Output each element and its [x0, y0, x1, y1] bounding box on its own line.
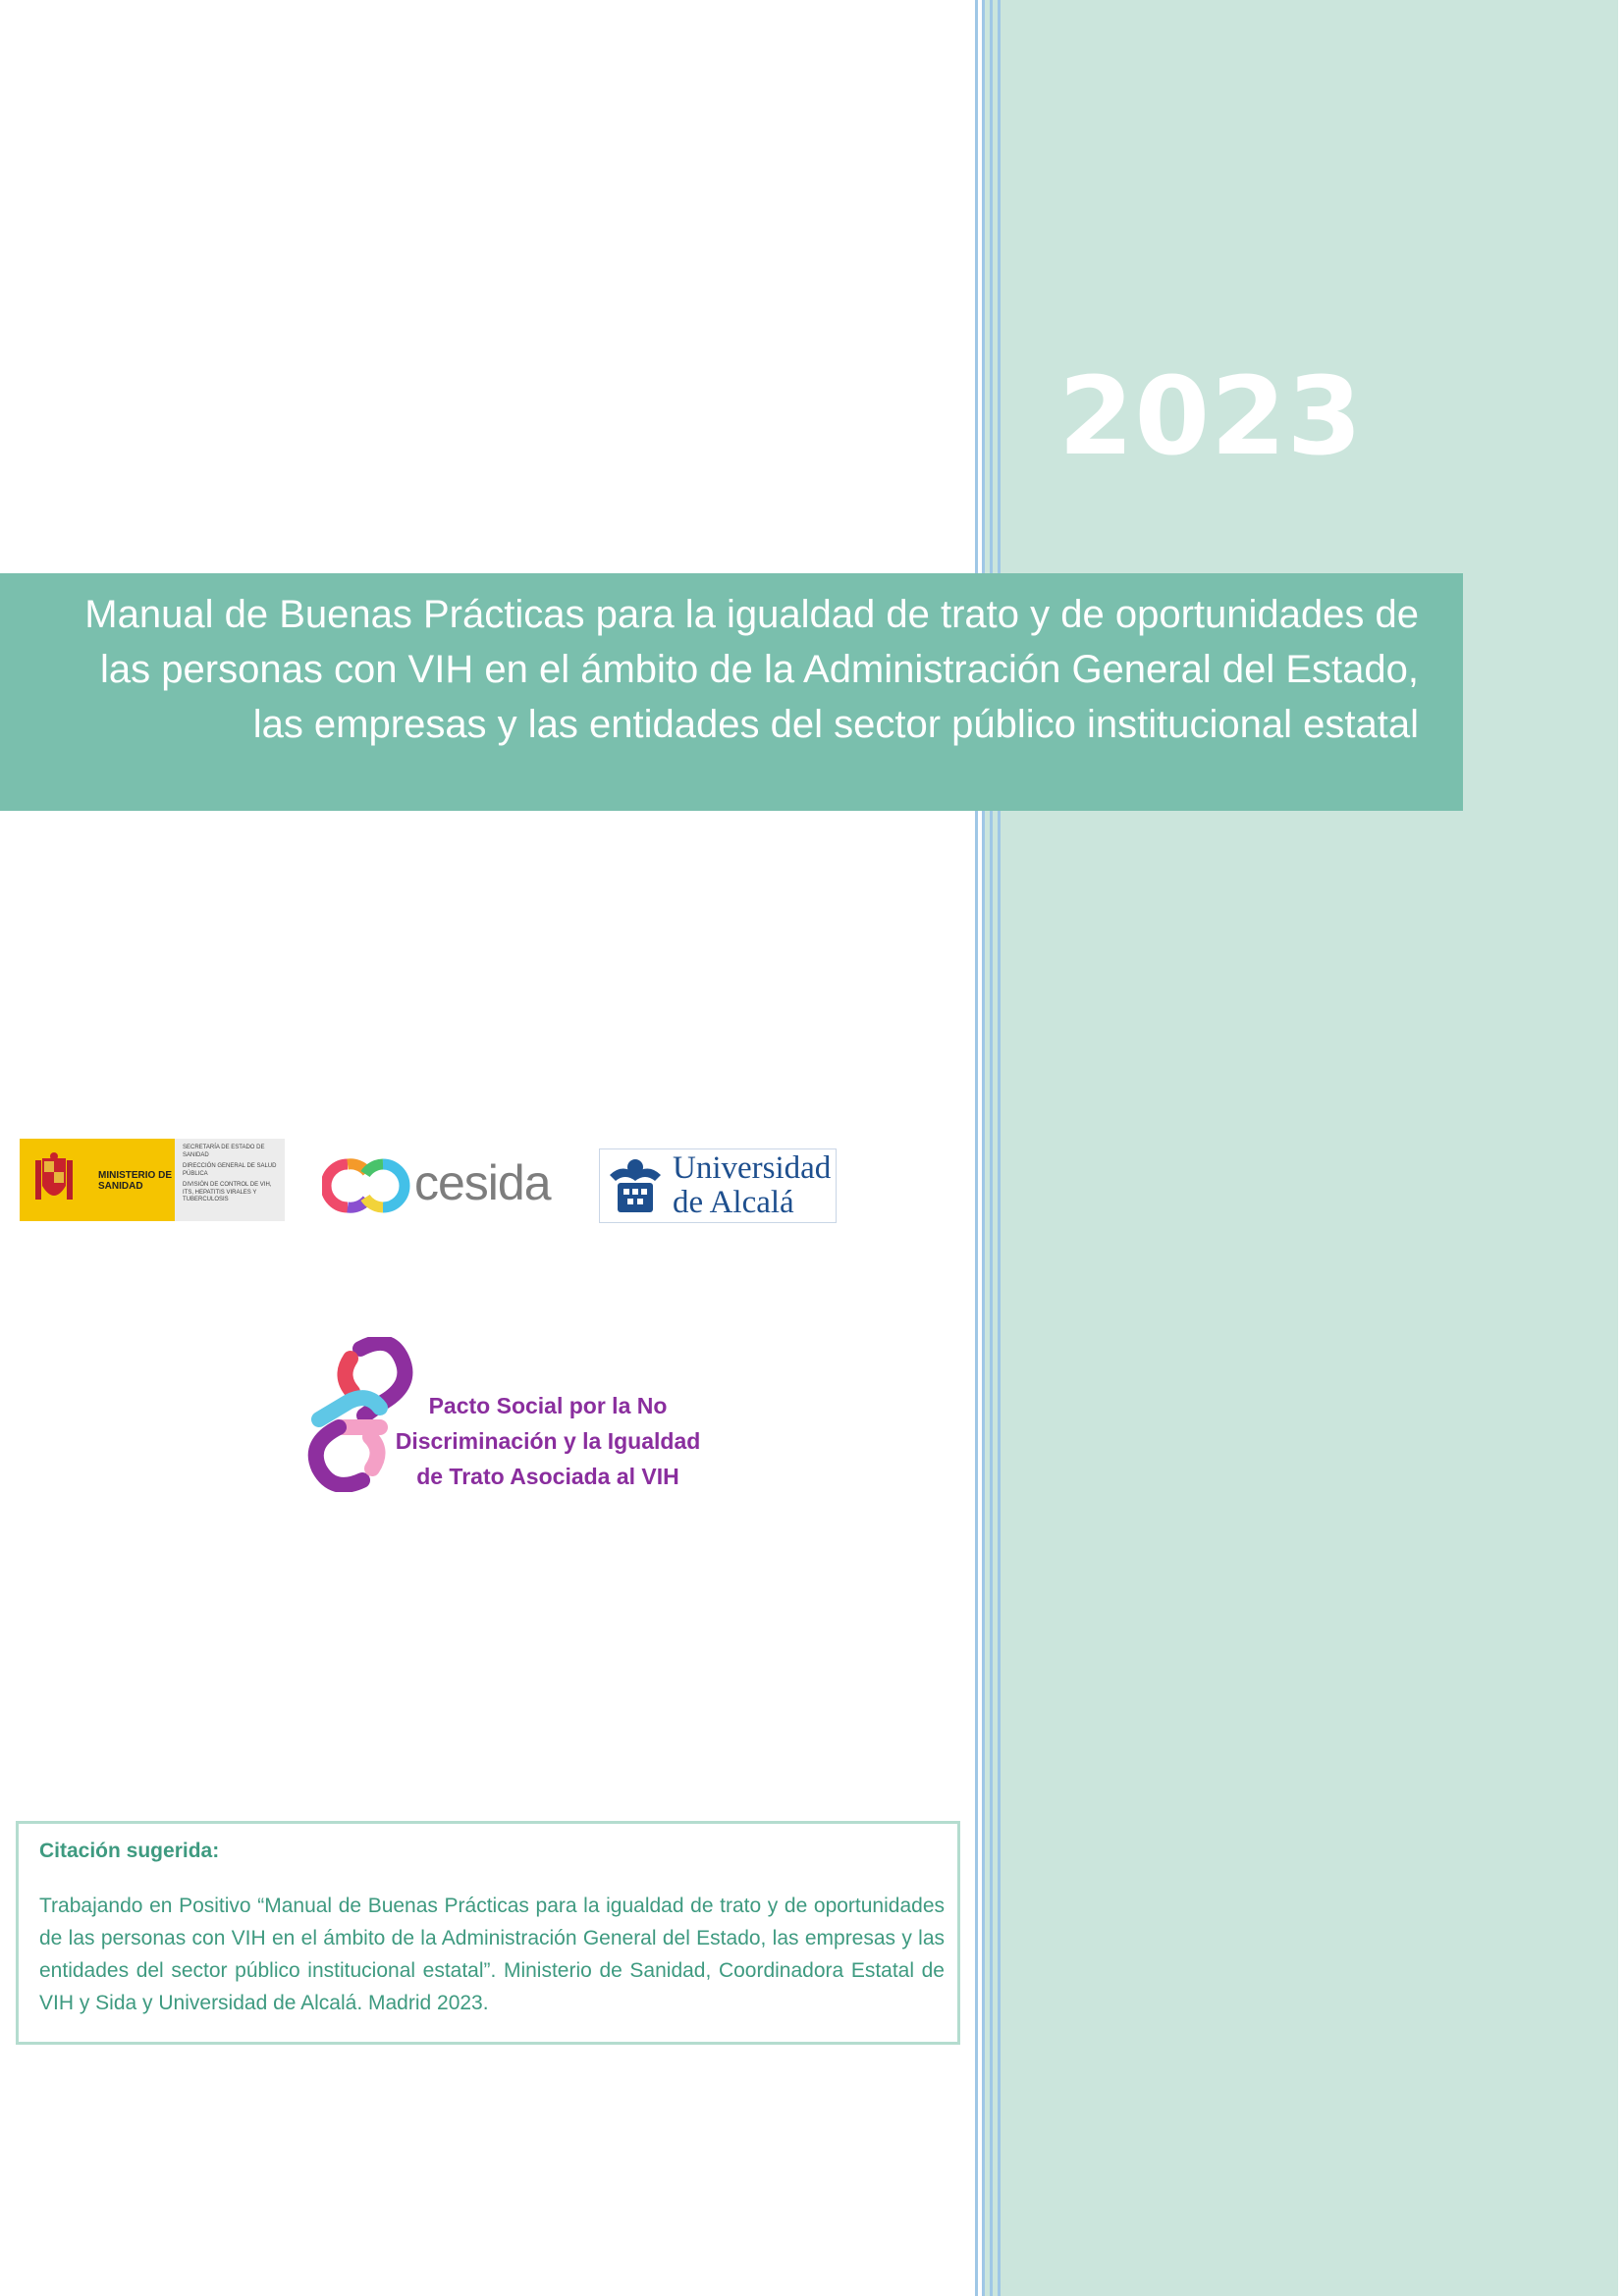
- title-band: [0, 573, 1463, 811]
- citation-box: [16, 1821, 960, 2045]
- pacto-line: Pacto Social por la No: [428, 1393, 668, 1418]
- cover-year: 2023: [1058, 353, 1364, 479]
- ministerio-sublabel: [183, 1145, 281, 1204]
- sub-line: DIVISIÓN DE CONTROL DE VIH, ITS, HEPATITIS VIRALES Y TUBERCULOSIS: [183, 1182, 272, 1202]
- universidad-alcala-logo: [599, 1148, 837, 1223]
- citation-body: Trabajando en Positivo “Manual de Buenas Prácticas para la igualdad de trato y de oportunidades de las personas con VIH en el ámbito de la Administración General del Estado, las empresas y las entidades del sector público institucional estatal”. Ministerio de Sanidad, Coordinadora Estatal de VIH y Sida y Universidad de Alcalá. Madrid 2023.: [39, 1895, 945, 2014]
- title-line: las empresas y las entidades del sector público institucional estatal: [252, 703, 1419, 746]
- sub-line: DIRECCIÓN GENERAL DE SALUD PÚBLICA: [183, 1163, 277, 1177]
- side-panel: [985, 0, 1618, 2296]
- sub-line: SECRETARÍA DE ESTADO DE SANIDAD: [183, 1145, 265, 1158]
- document-title: [25, 587, 1419, 752]
- university-name-line: Universidad: [673, 1150, 832, 1186]
- divider-line: [982, 0, 985, 2296]
- divider-line: [998, 0, 1001, 2296]
- pacto-line: de Trato Asociada al VIH: [416, 1464, 679, 1489]
- ministerio-sanidad-logo: [20, 1139, 285, 1221]
- cesida-logo: [314, 1150, 550, 1219]
- university-name: [673, 1151, 831, 1220]
- pacto-line: Discriminación y la Igualdad: [395, 1428, 701, 1454]
- ministerio-label: MINISTERIO DE SANIDAD: [98, 1170, 173, 1192]
- pacto-social-logo: [299, 1337, 712, 1494]
- divider-line: [990, 0, 993, 2296]
- pacto-text: [386, 1388, 710, 1494]
- university-name-line: de Alcalá: [673, 1185, 794, 1220]
- coat-of-arms-icon: [33, 1152, 75, 1207]
- title-line: las personas con VIH en el ámbito de la Administración General del Estado,: [100, 648, 1419, 691]
- cesida-wordmark: cesida: [414, 1155, 551, 1210]
- divider-line: [975, 0, 978, 2296]
- title-line: Manual de Buenas Prácticas para la igualdad de trato y de oportunidades de: [84, 593, 1419, 636]
- cesida-ring-icon: [322, 1158, 412, 1213]
- university-crest-icon: [604, 1153, 667, 1216]
- citation-heading: Citación sugerida:: [39, 1840, 220, 1862]
